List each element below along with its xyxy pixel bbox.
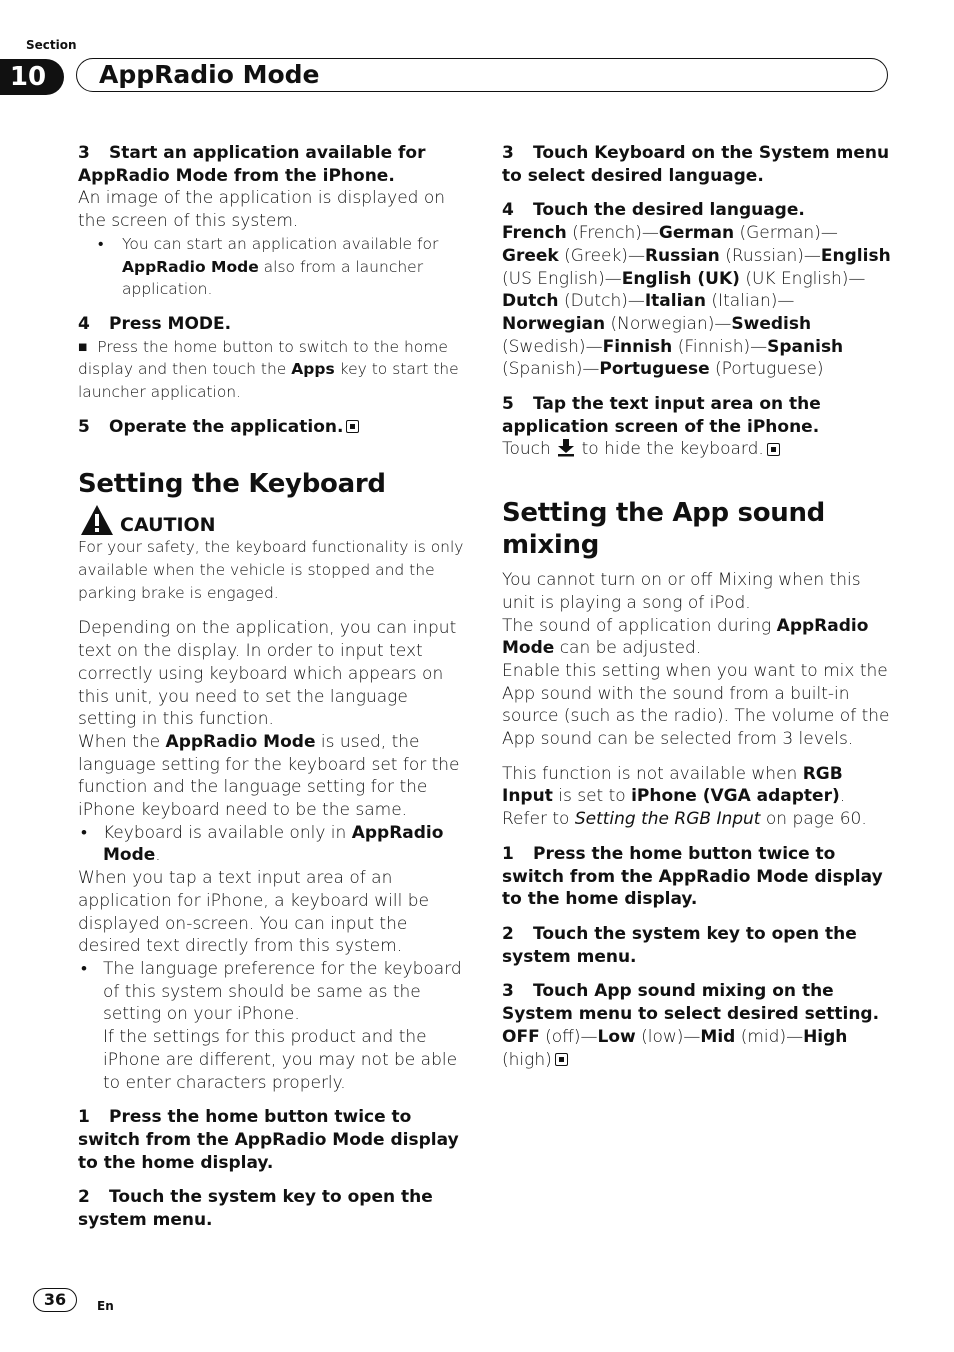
caution-text: For your safety, the keyboard functionality is only available when the vehicle is stopped and the parking brake is engaged. — [78, 538, 464, 603]
step-3-body: An image of the application is displayed on the screen of this system. — [78, 188, 446, 232]
end-mark-icon — [555, 1053, 568, 1066]
chapter-header — [76, 58, 888, 92]
keyboard-bullet-1: • Keyboard is available only in AppRadio Mode. — [81, 822, 444, 866]
language-name: Norwegian — [502, 313, 606, 334]
square-bullet-icon: ■ — [78, 337, 88, 356]
language-name: Finnish — [602, 336, 673, 357]
caution-block — [80, 500, 468, 536]
keyboard-para-1: Depending on the application, you can input text on the display. In order to input text correctly using keyboard which appears on this unit, you need to set the language setting in this function. — [78, 618, 457, 730]
chapter-title: AppRadio Mode — [99, 60, 320, 89]
keyboard-step-2: 2 Touch the system key to open the system menu. — [78, 1187, 433, 1231]
mixing-para-1: You cannot turn on or off Mixing when this unit is playing a song of iPod. — [502, 570, 861, 613]
language-desc: (Swedish) — [502, 336, 586, 357]
language-name: Russian — [644, 245, 720, 266]
language-desc: (UK English) — [745, 268, 849, 289]
keyboard-step-1: 1 Press the home button twice to switch from the AppRadio Mode display to the home display. — [78, 1107, 459, 1173]
language-name: English — [820, 245, 891, 266]
mixing-level-list: OFF (off)—Low (low)—Mid (mid)—High (high) — [502, 1026, 848, 1070]
keyboard-step-4: 4 Touch the desired language. — [502, 200, 805, 221]
step-5-heading: 5 Operate the application. — [78, 416, 468, 439]
level-name: OFF — [502, 1026, 540, 1047]
language-desc: (Greek) — [564, 245, 628, 266]
language-desc: (Spanish) — [502, 359, 583, 380]
language-desc: (Norwegian) — [610, 313, 715, 334]
language-desc: (Portuguese) — [715, 359, 824, 380]
level-name: High — [803, 1026, 848, 1047]
language-name: French — [502, 223, 567, 244]
language-desc: (Dutch) — [563, 291, 628, 312]
left-column — [78, 142, 468, 1232]
page-number: 36 — [33, 1288, 77, 1312]
mixing-para-3: Enable this setting when you want to mix the App sound with the sound from a built-in source (such as the radio). The volume of the App sound can be selected from 3 levels. — [502, 660, 890, 750]
language-desc: (German) — [739, 223, 821, 244]
mixing-para-2: The sound of application during AppRadio Mode can be adjusted. — [502, 615, 869, 659]
keyboard-para-2: When the AppRadio Mode is used, the language setting for the keyboard set for the function and the language setting for the iPhone keyboard need to be the same. — [78, 731, 460, 821]
section-number-badge: 10 — [0, 59, 64, 95]
language-name: English (UK) — [621, 268, 740, 289]
language-desc: (French) — [572, 223, 642, 244]
keyboard-bullet-2: • The language preference for the keyboard of this system should be same as the setting on your iPhone. If the settings for this product and the iPhone are different, you may not be able to enter characters properly. — [81, 958, 462, 1093]
language-name: Swedish — [731, 313, 812, 334]
mixing-step-1: 1 Press the home button twice to switch from the AppRadio Mode display to the home display. — [502, 843, 883, 910]
language-name: Spanish — [767, 336, 844, 357]
keyboard-step-3: 3 Touch Keyboard on the System menu to select desired language. — [502, 143, 890, 186]
mixing-para-4: This function is not available when RGB Input is set to iPhone (VGA adapter). — [502, 763, 846, 807]
language-desc: (Russian) — [725, 245, 804, 266]
language-name: Portuguese — [599, 359, 710, 380]
mixing-step-3: 3 Touch App sound mixing on the System menu to select desired setting. — [502, 981, 880, 1025]
language-desc: (US English) — [502, 268, 605, 289]
level-name: Mid — [700, 1026, 736, 1047]
warning-triangle-icon — [80, 504, 114, 536]
level-desc: (mid) — [740, 1026, 787, 1047]
end-mark-icon — [767, 443, 780, 456]
level-desc: (low) — [641, 1026, 684, 1047]
right-column — [502, 142, 892, 1071]
language-desc: (Finnish) — [677, 336, 751, 357]
keyboard-section-heading: Setting the Keyboard — [78, 469, 386, 500]
language-code: En — [97, 1299, 114, 1313]
language-name: Greek — [502, 245, 559, 266]
keyboard-step-5: 5 Tap the text input area on the application screen of the iPhone. — [502, 394, 821, 437]
keyboard-hide-icon — [556, 439, 576, 457]
step-3-heading: 3 Start an application available for AppRadio Mode from the iPhone. — [78, 143, 426, 186]
section-label: Section — [26, 38, 77, 52]
language-list: French (French)—German (German)—Greek (Greek)—Russian (Russian)—English (US English)—English (UK) (UK English)—Dutch (Dutch)—Italian (Italian)—Norwegian (Norwegian)—Swedish (Swedish)—Finnish (Finnish)—Spanish (Spanish)—Portuguese (Portuguese) — [502, 223, 891, 380]
level-name: Low — [597, 1026, 636, 1047]
language-name: Dutch — [502, 291, 559, 312]
mixing-para-5: Refer to Setting the RGB Input on page 60. — [502, 809, 867, 830]
caution-label: CAUTION — [120, 514, 216, 537]
level-desc: (high) — [502, 1049, 552, 1070]
keyboard-para-3: When you tap a text input area of an application for iPhone, a keyboard will be displayed on-screen. You can input the desired text directly from this system. — [78, 868, 429, 957]
level-desc: (off) — [545, 1026, 581, 1047]
mixing-step-2: 2 Touch the system key to open the system menu. — [502, 923, 857, 967]
language-desc: (Italian) — [711, 291, 778, 312]
step-4-heading: 4 Press MODE. — [78, 313, 232, 334]
step-3-note: • You can start an application available for AppRadio Mode also from a launcher application. — [98, 234, 439, 299]
end-mark-icon — [346, 420, 359, 433]
step-4-note: ■ Press the home button to switch to the home display and then touch the Apps key to start the launcher application. — [78, 337, 459, 402]
language-name: Italian — [644, 291, 707, 312]
mixing-section-heading: Setting the App sound mixing — [502, 498, 825, 561]
language-name: German — [658, 223, 735, 244]
keyboard-step-5-body: Touch to hide the keyboard. — [502, 438, 892, 461]
